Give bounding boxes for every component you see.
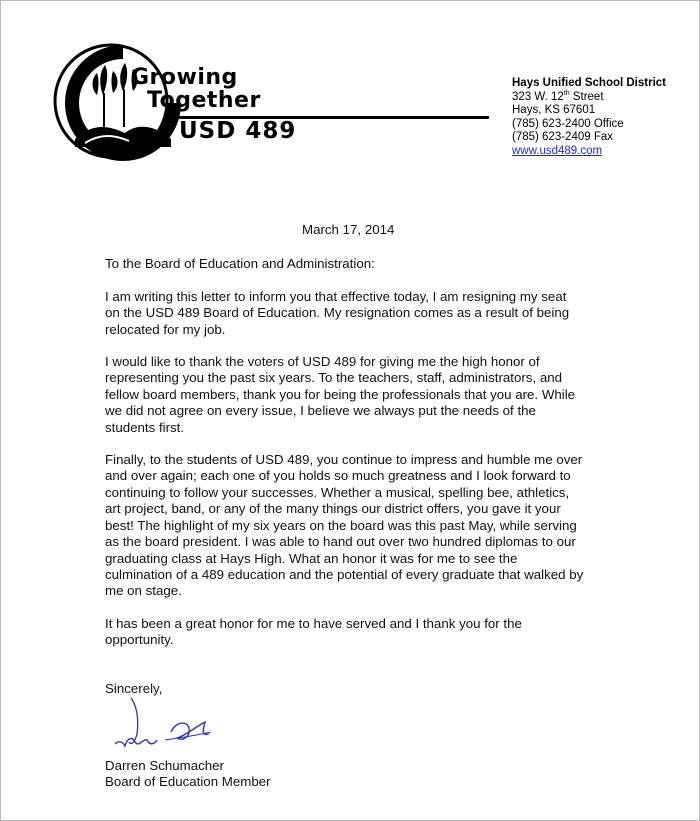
paragraph-3: Finally, to the students of USD 489, you continue to impress and humble me over and over again; each one of you holds so much greatness and I look forward to continuing to follow your successes. Whether a musical, spelling bee, athletics, art project, band, or any of the many things our district offers, you gave it your best! The highlight of my six years on the board was this past May, while serving as the board president. I was able to hand out over two hundred diplomas to our graduating class at Hays High. What an honor it was for me to see the culmination of a 489 education and the potential of every graduate that walked by me on stage. bbox=[105, 452, 584, 599]
signer-block bbox=[105, 758, 271, 791]
logo-text-growing: Growing bbox=[131, 65, 238, 90]
closing: Sincerely, bbox=[105, 681, 163, 696]
logo-text-usd: USD 489 bbox=[179, 118, 297, 144]
district-logo-icon bbox=[45, 43, 495, 163]
signer-title: Board of Education Member bbox=[105, 774, 271, 790]
signer-name: Darren Schumacher bbox=[105, 758, 224, 773]
paragraph-1: I am writing this letter to inform you that effective today, I am resigning my seat on the USD 489 Board of Education. My resignation comes as a result of being relocated for my job. bbox=[105, 288, 570, 337]
street-name: Street bbox=[569, 90, 604, 103]
signature-icon bbox=[113, 696, 223, 756]
paragraph-4: It has been a great honor for me to have served and I thank you for the opportunity. bbox=[105, 615, 522, 648]
letter-body bbox=[105, 222, 625, 665]
street-suffix: th bbox=[563, 89, 570, 97]
district-name: Hays Unified School District bbox=[512, 77, 667, 89]
letter-date: March 17, 2014 bbox=[302, 222, 395, 237]
street-number: 323 W. 12 bbox=[512, 90, 564, 103]
salutation: To the Board of Education and Administration: bbox=[105, 256, 375, 272]
paragraph-2: I would like to thank the voters of USD 489 for giving me the high honor of representing you the past six years. To the teachers, staff, administrators, and fellow board members, thank you for being the professionals that you are. While we did not agree on every issue, I believe we always put the needs of the students first. bbox=[105, 354, 576, 435]
office-phone: (785) 623-2400 Office bbox=[512, 117, 624, 130]
fax-number: (785) 623-2409 Fax bbox=[512, 131, 614, 144]
website-link[interactable]: www.usd489.com bbox=[512, 144, 603, 157]
city-state-zip: Hays, KS 67601 bbox=[512, 104, 596, 117]
logo-text-together: Together bbox=[147, 88, 261, 113]
letterhead-address bbox=[512, 77, 666, 159]
street-address bbox=[512, 91, 666, 105]
